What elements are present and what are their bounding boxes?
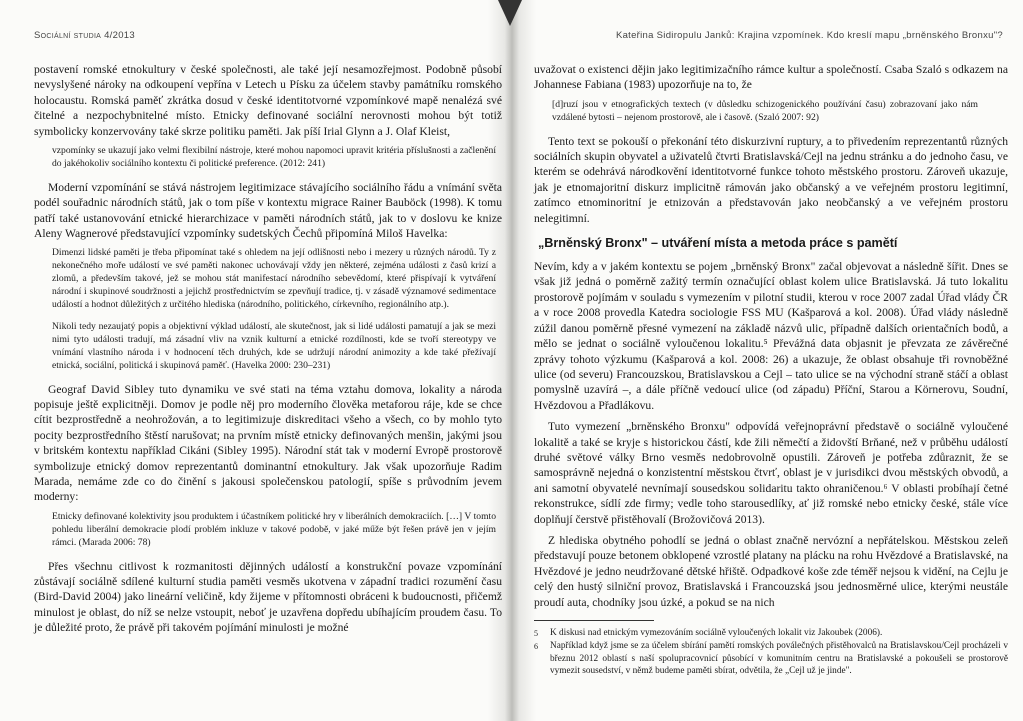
right-paragraph-1: uvažovat o existenci dějin jako legitimizačního rámce kultur a společností. Csaba Szaló s odkazem na Johannese Fabiana (1983) upozorňuje na to, že [534,63,1008,92]
footnote-text: K diskusi nad etnickým vymezováním sociálně vyloučených lokalit viz Jakoubek (2006). [550,628,883,638]
left-quote-3: Nikoli tedy nezaujatý popis a objektivní výklad událostí, ale skutečnost, jak si lidé události pamatují a jak se mezi nimi tyto události tradují, má zásadní vliv na vznik kulturní a etnické rozdílnosti, kde se tvoří stereotypy ve vnímání vlastního národa i v hodnocení těch druhých, kde se udržují národní animozity a kde také přežívají etnická, sociální, politická i skupinová paměť. (Havelka 2000: 230–231) [52,321,496,371]
footnote-5 [534,627,1008,640]
left-paragraph-2: Moderní vzpomínání se stává nástrojem legitimizace stávajícího sociálního řádu a vnímání světa podél souřadnic národních států, jak o tom píše v kontextu migrace Rainer Bauböck (1998). K tomu patří také ustanovování etnické hierarchizace v paměti národních států, jak to v doslovu ke knize Aleny Wagnerové představující vzpomínky sudetských Čechů připomíná Miloš Havelka: [34,180,502,241]
right-page [512,0,1023,721]
left-paragraph-1: postavení romské etnokultury v české společnosti, ale také její nesamozřejmost. Podobně působí nevyslyšené nároky na odkoupení vepřína v Letech u Písku za účelem stavby památníku romského holocaustu. Romská paměť zkrátka dosud v české identitotvorné vzpomínkové mapě nenalézá své čitelné a nezpochybnitelné místo. Etnicky definované sociální nerovnosti mohou být totiž symbolicky konzervovány také skrze politiku paměti. Jak píší Irial Glynn a J. Olaf Kleist, [34,63,502,138]
left-paragraph-4: Přes všechnu citlivost k rozmanitosti dějinných událostí a konstrukční povaze vzpomínání zůstávají sociálně sdílené kulturní studia paměti vesměs ukotvena v západní tradici rozumění času (Bird-David 2004) jako lineární veličině, kdy žijeme v přítomnosti obráceni k budoucnosti, přičemž minulost je oblast, do níž se nelze vstoupit, neboť je uzavřena dopředu ubíhajícím proudem času. To je důležité proto, že právě při takovém pojímání minulosti je možné [34,559,502,635]
right-paragraph-2: Tento text se pokouší o překonání této diskurzivní ruptury, a to přivedením reprezentantů různých sociálních skupin obyvatel a uživatelů čtvrti Bratislavská/Cejl na jednu stránku a do jednoho času, ve kterém se odehrává národkovění identitotvorné funkce tohoto městského prostoru. Zároveň ukazuje, jak je etnomajoritní diskurz implicitně rámován jako občanský a ve veřejném prostoru legitimní, zatímco etnominoritní je etnizován a představován jako neobčanský a ve veřejném prostoru nelegitimní. [534,134,1008,225]
left-quote-2: Dimenzi lidské paměti je třeba připomínat také s ohledem na její odlišnosti nebo i mezery u různých národů. Ty z nekonečného moře událostí ve své paměti nakonec uchovávají vždy jen některé, zejména události z časů krizí a zlomů, a především takové, jež se mohou stát manifestací národního sebevědomí, které přispívají k vytváření národní i skupinové soudržnosti a jejichž prostřednictvím se zpevňují tradice, tj. v zásadě významové sedimentace událostí a hodnot důležitých z určitého hlediska (národního, politického, církevního, regionálního atp.). [52,247,496,311]
left-quote-4: Etnicky definované kolektivity jsou produktem i účastníkem politické hry v liberálních demokraciích. […] V tomto pohledu liberální demokracie plodí problém inkluze v takové podobě, v jaké műže být řešen právě jen v jejím rámci. (Marada 2006: 78) [52,510,496,548]
footnote-number: 6 [534,642,538,652]
left-paragraph-3: Geograf David Sibley tuto dynamiku ve své stati na téma vztahu domova, lokality a národa popisuje ještě explicitněji. Domov je podle něj pro moderního člověka metaforou ráje, kde se chce cítit bezprostředně a neohrožován, a to legitimizuje diskreditaci všeho a všech, co by mohlo tyto pocity bezprostředního štěstí narušovat; na prvním místě etnicky definovaných menšin, jakými jsou v britském kontextu například Cikáni (Sibley 1995). Národní stát tak v moderní Evropě prostorově symbolizuje etnický domov reprezentantů dominantní etnokultury. Jak však upozorňuje Radim Marada, nemáme zde co do činění s jakousi společenskou patologií, spíše s průvodním jevem moderny: [34,382,502,504]
right-paragraph-3: Nevím, kdy a v jakém kontextu se pojem „brněnský Bronx" začal objevovat a následně šířit. Dnes se však již jedná o poměrně zažitý termín označující oblast kolem ulice Bratislavská. Já tuto lokalitu prostorově pojímám v souladu s vymezením v pilotní studii, kterou v roce 2007 zadal Úřad vlády ČR a v roce 2008 provedla Katedra sociologie FSS MU (Kašparová a kol. 2008). Úřad vlády následně zúžil danou poměrně přesné vymezení na základě názvů ulic, případně dalších orientačních bodů, a mělo se jednat o sociálně vyloučenou lokalitu.⁵ Převážná data objasnit je převzata ze závěrečné zprávy tohoto výzkumu (Kašparová a kol. 2008: 26) a ukazuje, že oblast obsahuje tři rovnoběžné ulice (od severu) Francouzskou, Bratislavskou a Cejl – tato ulice se na východní straně stáčí a oblast pomyslně uzavírá –, a dále příčně vedoucí ulice (od západu) Příční, Starou a Körnerovu, Soudní, Hvězdovou a Přadlákovu. [534,260,1008,412]
right-quote-1: [d]ruzí jsou v etnografických textech (v důsledku schizogenického používání času) zobrazovaní jako nám vzdálené bytosti – nejenom prostorově, ale i časově. (Szaló 2007: 92) [552,98,978,123]
right-paragraph-4: Tuto vymezení „brněnského Bronxu" odpovídá veřejnoprávní představě o sociálně vyloučené lokalitě a také se kryje s historickou částí, kde žili němečtí a židovští Brňané, než v průběhu událostí druhé světové války Brno vesměs nedobrovolně opustili. Zároveň je potřeba zdůraznit, že se samosprávně nejedná o konzistentní městskou čtvrť, oblast je v jurisdikci dvou městských obvodů, a ani samotní obyvatelé nevnímají sousedskou solidaritu takto ohraničenou.⁶ V oblasti probíhají četné rekonstrukce, sídlí zde firmy; vedle toho starousedlíky, ať již romské nebo etnicky české, stále více doplňují čerstvě přistěhovalí (Brožovičová 2013). [534,420,1008,526]
footnote-text: Například když jsme se za účelem sbírání pamětí romských poválečných přistěhovalců na Bratislavskou/Cejl procházeli v březnu 2012 oblastí s naší spolupracovnicí působící v komunitním centru na Bratislavské a pokoušeli se prostorově vymezit sousedství, v němž budeme paměti sbírat, odvětila, že „Cejl už je jinde". [550,641,1008,677]
footnote-6 [534,640,1008,677]
right-paragraph-5: Z hlediska obytného pohodlí se jedná o oblast značně nervózní a nepřátelskou. Městskou zeleň představují pouze betonem obklopené vzrostlé platany na plácku na rohu Hvězdové a Bratislavské, na Hvězdové je jedno neudržované dětské hřiště. Odpadkové koše zde téměř nejsou k vidění, na Cejlu je celý den hustý silniční provoz, Bratislavská i Francouzská jsou jednosměrné ulice, kterými neustále proudí auta, chodníky jsou úzké, a pokud se na nich [534,533,1008,609]
left-page [0,0,510,721]
section-heading: „Brněnský Bronx" – utváření místa a metoda práce s pamětí [538,236,898,251]
left-quote-1: vzpomínky se ukazují jako velmi flexibilní nástroje, které mohou napomoci upravit kritéria příslušnosti a začlenění do jakéhokoliv sociálního kontextu či politické preference. (2012: 241) [52,145,496,169]
footnote-number: 5 [534,629,538,638]
left-running-head: Sociální studia 4/2013 [34,30,135,41]
footnote-divider [534,620,654,621]
right-running-head: Kateřina Sidiropulu Janků: Krajina vzpomínek. Kdo kreslí mapu „brněnského Bronxu"? [615,30,1003,41]
left-text-column [34,62,502,642]
right-text-column [534,62,1008,678]
